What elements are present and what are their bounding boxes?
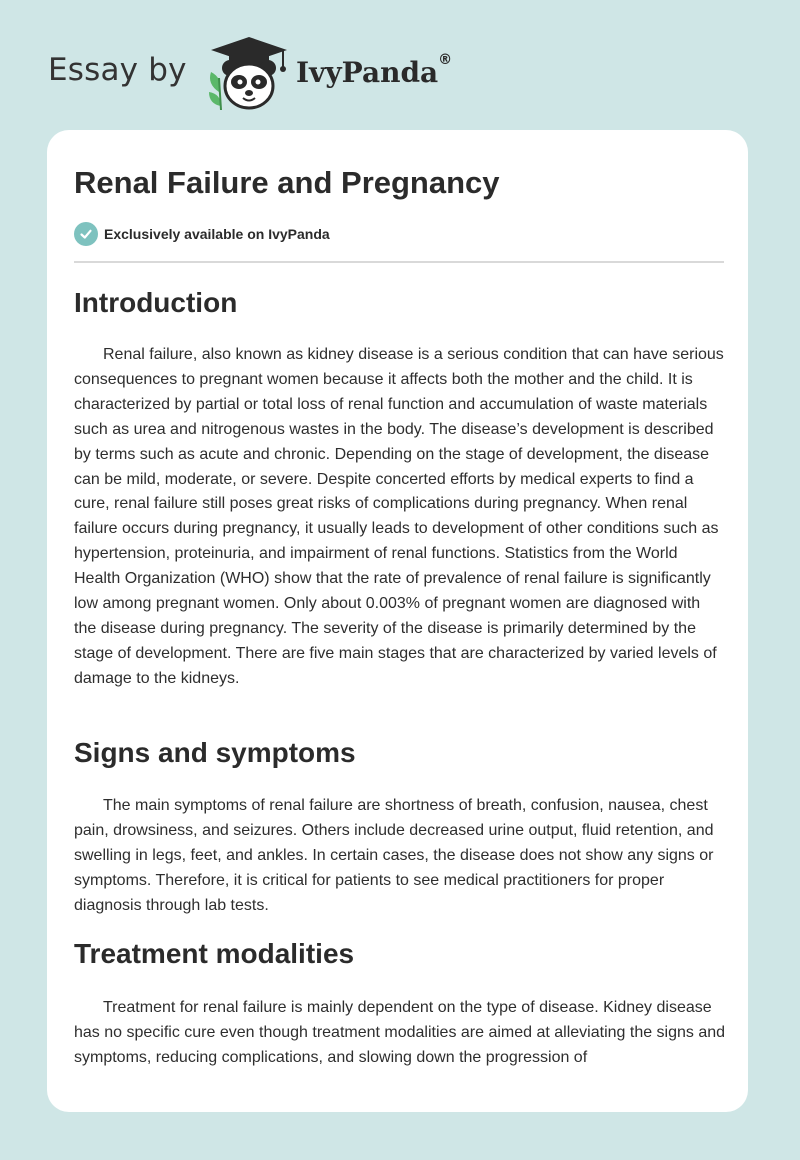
page-title: Renal Failure and Pregnancy	[74, 165, 500, 200]
section-paragraph-introduction: Renal failure, also known as kidney disease is a serious condition that can have serious consequences to pregnant women because it affects both the mother and the child. It is characterized by partial or total loss of renal function and accumulation of waste materials such as urea and nitrogenous wastes in the body. The disease’s development is described by terms such as acute and chronic. Depending on the stage of development, the disease can be mild, moderate, or severe. Despite concerted efforts by medical experts to find a cure, renal failure still poses great risks of complications during pregnancy. When renal failure occurs during pregnancy, it usually leads to development of other conditions such as hypertension, proteinuria, and impairment of renal functions. Statistics from the World Health Organization (WHO) show that the rate of prevalence of renal failure is significantly low among pregnant women. Only about 0.003% of pregnant women are diagnosed with the disease during pregnancy. The severity of the disease is primarily determined by the stage of development. There are five main stages that are characterized by varied levels of damage to the kidneys.	[74, 346, 724, 687]
badge-label: Exclusively available on IvyPanda	[104, 226, 330, 242]
title-divider	[74, 261, 724, 263]
essay-card	[47, 130, 748, 1112]
section-paragraph-treatment-modalities: Treatment for renal failure is mainly dependent on the type of disease. Kidney disease has no specific cure even though treatment modalities are aimed at alleviating the signs and symptoms, reducing complications, and slowing down the progression of	[74, 999, 726, 1066]
registered-mark: ®	[438, 52, 453, 68]
section-heading-treatment-modalities: Treatment modalities	[74, 938, 355, 969]
checkmark-icon	[74, 222, 98, 246]
section-heading-signs-and-symptoms: Signs and symptoms	[74, 737, 356, 768]
brand-text: IvyPanda	[296, 56, 439, 89]
site-header	[48, 30, 548, 110]
essay-by-label: Essay by	[48, 52, 187, 88]
exclusive-badge	[74, 222, 330, 246]
section-heading-introduction: Introduction	[74, 287, 238, 318]
ivypanda-logo-icon[interactable]	[203, 34, 295, 114]
brand-name[interactable]	[296, 52, 453, 89]
section-paragraph-signs-and-symptoms: The main symptoms of renal failure are shortness of breath, confusion, nausea, chest pain, drowsiness, and seizures. Others include decreased urine output, fluid retention, and swelling in legs, feet, and ankles. In certain cases, the disease does not show any signs or symptoms. Therefore, it is critical for patients to see medical practitioners for proper diagnosis through lab tests.	[74, 797, 714, 914]
